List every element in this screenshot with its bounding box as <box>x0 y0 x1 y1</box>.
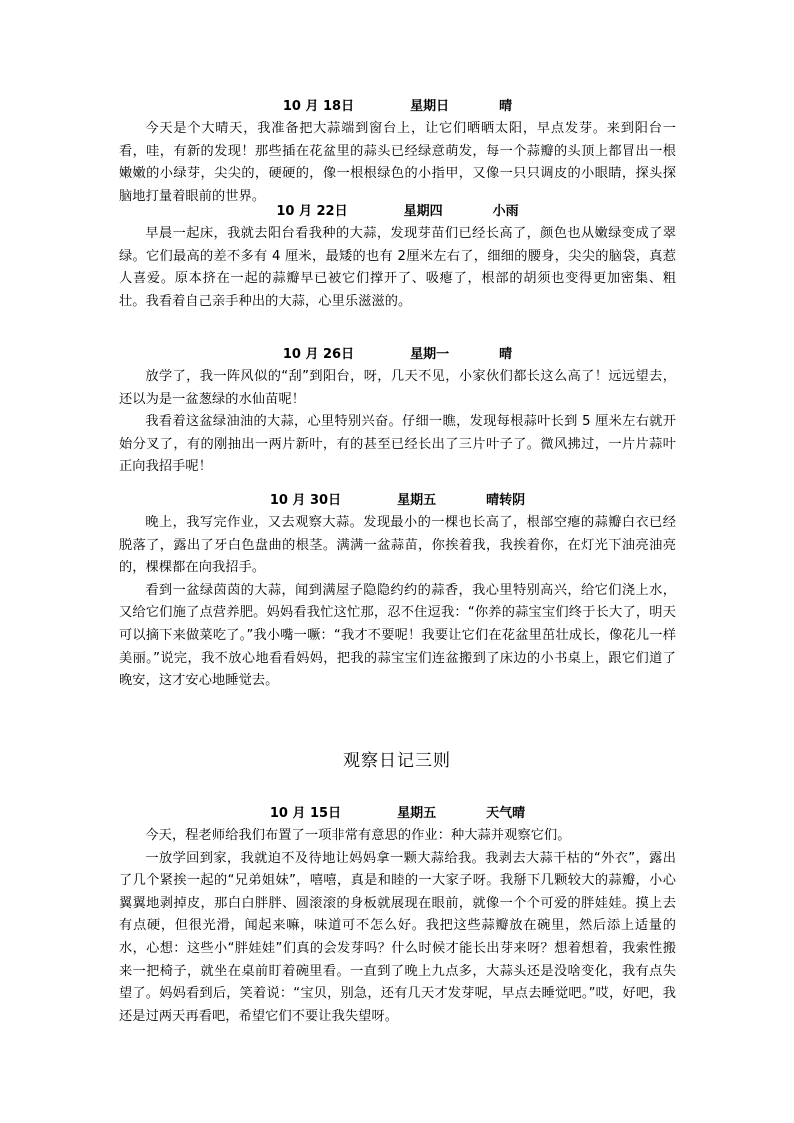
entry-weather: 晴 <box>499 347 513 362</box>
entry-date: 10 月 30日 <box>269 493 342 508</box>
diary-entry-oct-22 <box>119 201 676 313</box>
entry-weekday: 星期五 <box>397 806 437 821</box>
entry-weekday: 星期日 <box>410 99 450 114</box>
entry-weekday: 星期一 <box>410 347 450 362</box>
entry-weather: 天气晴 <box>486 806 526 821</box>
entry-date-line <box>119 803 676 825</box>
entry-paragraph: 一放学回到家，我就迫不及待地让妈妈拿一颗大蒜给我。我剥去大蒜干枯的“外衣”，露出了几个紧挨一起的“兄弟姐妹”，嘻嘻，真是和睦的一大家子呀。我掰下几颗较大的蒜瓣，小心翼翼地剥掉皮，那白白胖胖、圆滚滚的身板就展现在眼前，就像一个个可爱的胖娃娃。摸上去有点硬，但很光滑，闻起来嘛，味道可不怎么好。我把这些蒜瓣放在碗里，然后添上适量的水，心想：这些小“胖娃娃”们真的会发芽吗？什么时候才能长出芽来呀？想着想着，我索性搬来一把椅子，就坐在桌前盯着碗里看。一直到了晚上九点多，大蒜头还是没啥变化，我有点失望了。妈妈看到后，笑着说：“宝贝，别急，还有几天才发芽呢，早点去睡觉吧。”哎，好吧，我还是过两天再看吧，希望它们不要让我失望呀。 <box>119 850 676 1024</box>
entry-paragraph: 我看着这盆绿油油的大蒜，心里特别兴奋。仔细一瞧，发现每根蒜叶长到 5 厘米左右就开始分叉了，有的刚抽出一两片新叶，有的甚至已经长出了三片叶子了。微风拂过，一片片蒜叶正向我招手呢！ <box>119 414 676 475</box>
entry-date: 10 月 15日 <box>269 806 342 821</box>
entry-date: 10 月 26日 <box>282 347 355 362</box>
entry-paragraph: 今天，程老师给我们布置了一项非常有意思的作业：种大蒜并观察它们。 <box>145 828 571 843</box>
diary-entry-oct-30 <box>119 490 676 693</box>
entry-weather: 晴转阴 <box>486 493 526 508</box>
entry-date-line <box>119 490 676 512</box>
entry-weather: 小雨 <box>492 204 519 219</box>
entry-date: 10 月 22日 <box>276 204 348 219</box>
entry-weekday: 星期四 <box>403 204 443 219</box>
entry-date-line <box>119 96 676 118</box>
diary-entry-oct-18 <box>119 96 676 208</box>
entry-paragraph: 今天是个大晴天，我准备把大蒜端到窗台上，让它们晒晒太阳，早点发芽。来到阳台一看，哇，有新的发现！那些插在花盆里的蒜头已经绿意萌发，每一个蒜瓣的头顶上都冒出一根嫩嫩的小绿芽，尖尖的，硬硬的，像一根根绿色的小指甲，又像一只只调皮的小眼睛，探头探脑地打量着眼前的世界。 <box>119 121 676 204</box>
entry-paragraph: 早晨一起床，我就去阳台看我种的大蒜，发现芽苗们已经长高了，颜色也从嫩绿变成了翠绿。它们最高的差不多有 4 厘米，最矮的也有 2厘米左右了，细细的腰身，尖尖的脑袋，真惹人喜爱。原本挤在一起的蒜瓣早已被它们撑开了、吸瘪了，根部的胡须也变得更加密集、粗壮。我看着自己亲手种出的大蒜，心里乐滋滋的。 <box>119 226 676 309</box>
entry-date-line <box>119 344 676 366</box>
entry-weather: 晴 <box>499 99 513 114</box>
diary-entry-oct-26 <box>119 344 676 479</box>
entry-weekday: 星期五 <box>397 493 437 508</box>
document-title: 观察日记三则 <box>343 751 451 771</box>
entry-paragraph: 放学了，我一阵风似的“刮”到阳台，呀，几天不见，小家伙们都长这么高了！远远望去，还以为是一盆葱绿的水仙苗呢！ <box>119 369 676 407</box>
entry-paragraph: 看到一盆绿茵茵的大蒜，闻到满屋子隐隐约约的蒜香，我心里特别高兴，给它们浇上水，又给它们施了点营养肥。妈妈看我忙这忙那，忍不住逗我：“你养的蒜宝宝们终于长大了，明天可以摘下来做菜吃了。”我小嘴一噘：“我才不要呢！我要让它们在花盆里茁壮成长，像花儿一样美丽。”说完，我不放心地看看妈妈，把我的蒜宝宝们连盆搬到了床边的小书桌上，跟它们道了晚安，这才安心地睡觉去。 <box>119 582 676 689</box>
entry-date-line <box>119 201 676 223</box>
entry-paragraph: 晚上，我写完作业，又去观察大蒜。发现最小的一棵也长高了，根部空瘪的蒜瓣白衣已经脱落了，露出了牙白色盘曲的根茎。满满一盆蒜苗，你挨着我，我挨着你，在灯光下油亮油亮的，棵棵都在向我招手。 <box>119 515 676 576</box>
diary-entry-oct-15 <box>119 803 676 1028</box>
entry-date: 10 月 18日 <box>282 99 355 114</box>
